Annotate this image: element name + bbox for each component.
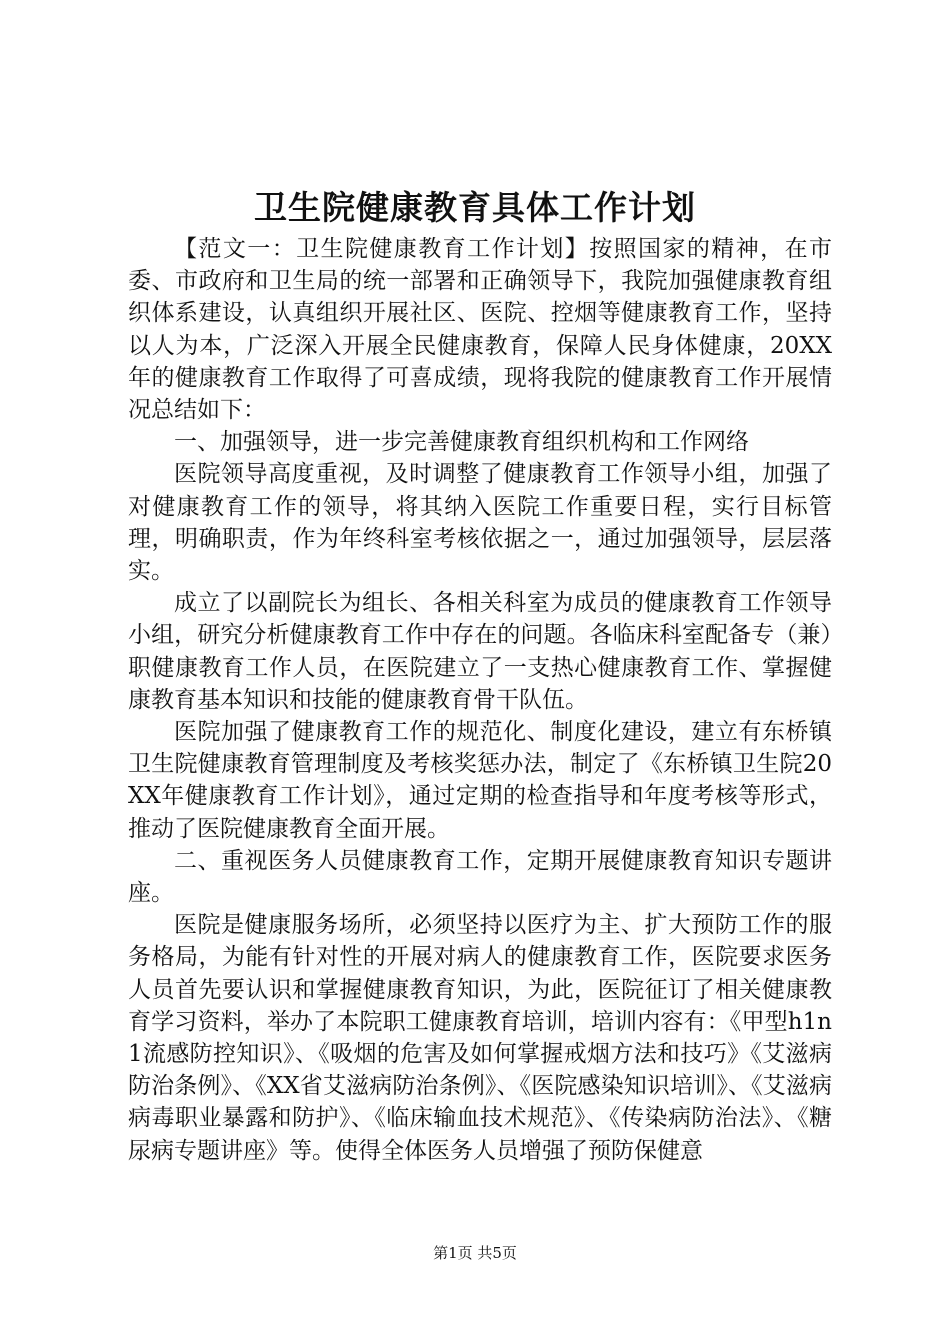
paragraph: 医院领导高度重视，及时调整了健康教育工作领导小组，加强了对健康教育工作的领导，将其纳入医院工作重要日程，实行目标管理，明确职责，作为年终科室考核依据之一，通过加强领导，层层落实。 xyxy=(128,461,832,585)
paragraph: 医院加强了健康教育工作的规范化、制度化建设，建立有东桥镇卫生院健康教育管理制度及考核奖惩办法，制定了《东桥镇卫生院20XX年健康教育工作计划》，通过定期的检查指导和年度考核等形式，推动了医院健康教育全面开展。 xyxy=(128,719,832,842)
paragraph-intro: 【范文一：卫生院健康教育工作计划】按照国家的精神，在市委、市政府和卫生局的统一部署和正确领导下，我院加强健康教育组织体系建设，认真组织开展社区、医院、控烟等健康教育工作，坚持以人为本，广泛深入开展全民健康教育，保障人民身体健康，20XX年的健康教育工作取得了可喜成绩，现将我院的健康教育工作开展情况总结如下： xyxy=(128,236,832,424)
paragraph: 成立了以副院长为组长、各相关科室为成员的健康教育工作领导小组，研究分析健康教育工作中存在的问题。各临床科室配备专（兼）职健康教育工作人员，在医院建立了一支热心健康教育工作、掌握健康教育基本知识和技能的健康教育骨干队伍。 xyxy=(128,590,832,713)
document-title: 卫生院健康教育具体工作计划 xyxy=(254,188,696,227)
section-heading-2: 二、重视医务人员健康教育工作，定期开展健康教育知识专题讲座。 xyxy=(128,847,832,907)
page-number-footer: 第1页 共5页 xyxy=(433,1244,517,1262)
section-heading-1: 一、加强领导，进一步完善健康教育组织机构和工作网络 xyxy=(174,429,749,456)
paragraph: 医院是健康服务场所，必须坚持以医疗为主、扩大预防工作的服务格局，为能有针对性的开展对病人的健康教育工作，医院要求医务人员首先要认识和掌握健康教育知识，为此，医院征订了相关健康教育学习资料，举办了本院职工健康教育培训，培训内容有：《甲型h1n1流感防控知识》、《吸烟的危害及如何掌握戒烟方法和技巧》《艾滋病防治条例》、《XX省艾滋病防治条例》、《医院感染知识培训》、《艾滋病病毒职业暴露和防护》、《临床输血技术规范》、《传染病防治法》、《糖尿病专题讲座》等。使得全体医务人员增强了预防保健意 xyxy=(128,912,832,1164)
document-body xyxy=(128,233,832,1167)
